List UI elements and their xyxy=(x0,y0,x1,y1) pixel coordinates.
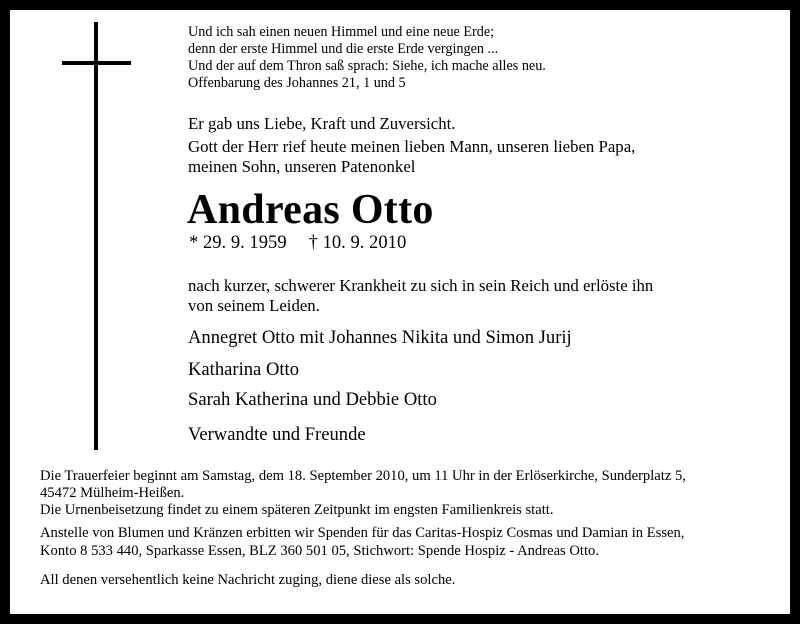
cross-icon xyxy=(94,22,98,450)
cross-icon-bar xyxy=(62,61,131,65)
death-date: † 10. 9. 2010 xyxy=(308,232,407,253)
verse-line-3: Und der auf dem Thron saß sprach: Siehe, ich mache alles neu. xyxy=(188,58,546,74)
intro-line-1: Er gab uns Liebe, Kraft und Zuversicht. xyxy=(188,114,456,133)
family-line-2: Katharina Otto xyxy=(188,359,300,380)
donation-line-2: Konto 8 533 440, Sparkasse Essen, BLZ 360 501 05, Stichwort: Spende Hospiz - Andreas Otto. xyxy=(40,543,599,559)
closing-note: All denen versehentlich keine Nachricht zuging, diene diese als solche. xyxy=(40,572,456,588)
intro-line-3: meinen Sohn, unseren Patenonkel xyxy=(188,157,416,176)
passing-line-1: nach kurzer, schwerer Krankheit zu sich in sein Reich und erlöste ihn xyxy=(188,276,654,295)
verse-line-2: denn der erste Himmel und die erste Erde vergingen ... xyxy=(188,41,499,57)
obituary-card xyxy=(10,10,790,614)
ceremony-line-2: 45472 Mülheim-Heißen. xyxy=(40,485,185,501)
deceased-name: Andreas Otto xyxy=(187,187,434,233)
verse-reference: Offenbarung des Johannes 21, 1 und 5 xyxy=(188,75,406,91)
ceremony-line-3: Die Urnenbeisetzung findet zu einem späteren Zeitpunkt im engsten Familienkreis statt. xyxy=(40,502,554,518)
verse-line-1: Und ich sah einen neuen Himmel und eine neue Erde; xyxy=(188,24,495,40)
passing-line-2: von seinem Leiden. xyxy=(188,296,320,315)
family-line-1: Annegret Otto mit Johannes Nikita und Simon Jurij xyxy=(188,327,572,348)
birth-date: * 29. 9. 1959 xyxy=(189,232,287,253)
ceremony-line-1: Die Trauerfeier beginnt am Samstag, dem 18. September 2010, um 11 Uhr in der Erlöserkirche, Sunderplatz 5, xyxy=(40,468,686,484)
life-dates xyxy=(189,232,406,254)
family-line-4: Verwandte und Freunde xyxy=(188,424,366,445)
family-line-3: Sarah Katherina und Debbie Otto xyxy=(188,389,437,410)
intro-line-2: Gott der Herr rief heute meinen lieben Mann, unseren lieben Papa, xyxy=(188,137,636,156)
donation-line-1: Anstelle von Blumen und Kränzen erbitten wir Spenden für das Caritas-Hospiz Cosmas und Damian in Essen, xyxy=(40,525,685,541)
